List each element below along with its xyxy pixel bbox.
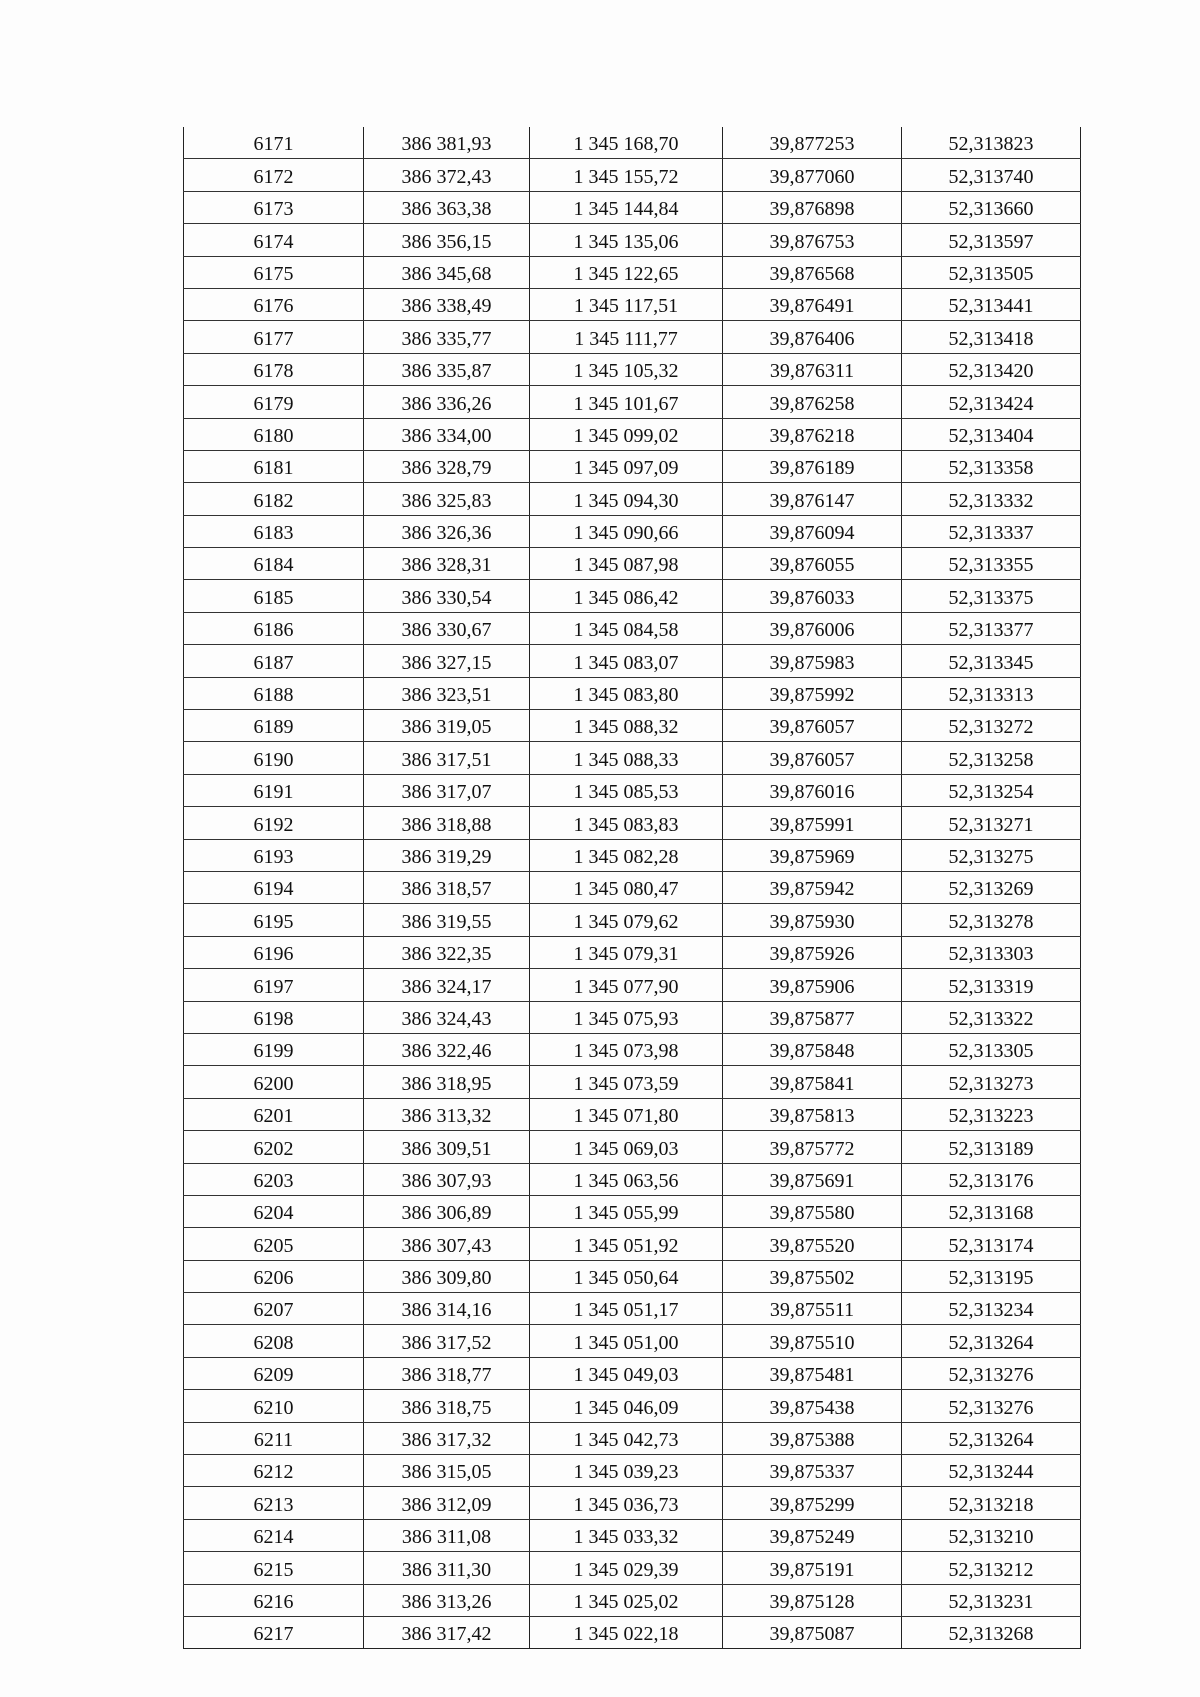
longitude-cell: 52,313420 [902,353,1081,385]
latitude-cell: 39,875772 [723,1131,902,1163]
table-row [184,839,1081,871]
longitude-cell: 52,313272 [902,710,1081,742]
longitude-cell: 52,313305 [902,1033,1081,1065]
table-row [184,1455,1081,1487]
longitude-cell: 52,313254 [902,774,1081,806]
x-coordinate-cell: 386 338,49 [364,288,530,320]
y-coordinate-cell: 1 345 051,92 [530,1228,723,1260]
point-number-cell: 6191 [184,774,364,806]
table-row [184,1584,1081,1616]
table-row [184,1487,1081,1519]
y-coordinate-cell: 1 345 090,66 [530,515,723,547]
y-coordinate-cell: 1 345 071,80 [530,1098,723,1130]
latitude-cell: 39,876057 [723,742,902,774]
point-number-cell: 6189 [184,710,364,742]
table-row [184,1033,1081,1065]
x-coordinate-cell: 386 306,89 [364,1195,530,1227]
table-row [184,1325,1081,1357]
longitude-cell: 52,313313 [902,677,1081,709]
table-row [184,1616,1081,1648]
table-row [184,904,1081,936]
x-coordinate-cell: 386 311,30 [364,1552,530,1584]
y-coordinate-cell: 1 345 039,23 [530,1455,723,1487]
table-row [184,548,1081,580]
table-row [184,774,1081,806]
y-coordinate-cell: 1 345 042,73 [530,1422,723,1454]
x-coordinate-cell: 386 312,09 [364,1487,530,1519]
latitude-cell: 39,875906 [723,969,902,1001]
y-coordinate-cell: 1 345 097,09 [530,450,723,482]
latitude-cell: 39,875502 [723,1260,902,1292]
x-coordinate-cell: 386 324,43 [364,1001,530,1033]
longitude-cell: 52,313271 [902,807,1081,839]
longitude-cell: 52,313278 [902,904,1081,936]
point-number-cell: 6179 [184,386,364,418]
point-number-cell: 6195 [184,904,364,936]
point-number-cell: 6202 [184,1131,364,1163]
table-row [184,1357,1081,1389]
longitude-cell: 52,313597 [902,224,1081,256]
longitude-cell: 52,313168 [902,1195,1081,1227]
longitude-cell: 52,313264 [902,1325,1081,1357]
table-row [184,1422,1081,1454]
x-coordinate-cell: 386 309,80 [364,1260,530,1292]
latitude-cell: 39,875337 [723,1455,902,1487]
y-coordinate-cell: 1 345 086,42 [530,580,723,612]
table-row [184,612,1081,644]
point-number-cell: 6199 [184,1033,364,1065]
table-row [184,288,1081,320]
latitude-cell: 39,875580 [723,1195,902,1227]
latitude-cell: 39,875191 [723,1552,902,1584]
y-coordinate-cell: 1 345 105,32 [530,353,723,385]
point-number-cell: 6174 [184,224,364,256]
y-coordinate-cell: 1 345 079,62 [530,904,723,936]
point-number-cell: 6180 [184,418,364,450]
point-number-cell: 6204 [184,1195,364,1227]
table-row [184,418,1081,450]
table-row [184,450,1081,482]
latitude-cell: 39,876258 [723,386,902,418]
x-coordinate-cell: 386 317,52 [364,1325,530,1357]
y-coordinate-cell: 1 345 077,90 [530,969,723,1001]
latitude-cell: 39,875510 [723,1325,902,1357]
table-row [184,969,1081,1001]
longitude-cell: 52,313223 [902,1098,1081,1130]
latitude-cell: 39,875930 [723,904,902,936]
y-coordinate-cell: 1 345 075,93 [530,1001,723,1033]
point-number-cell: 6196 [184,936,364,968]
point-number-cell: 6210 [184,1390,364,1422]
x-coordinate-cell: 386 372,43 [364,159,530,191]
point-number-cell: 6183 [184,515,364,547]
table-row [184,710,1081,742]
point-number-cell: 6193 [184,839,364,871]
y-coordinate-cell: 1 345 051,17 [530,1293,723,1325]
point-number-cell: 6172 [184,159,364,191]
y-coordinate-cell: 1 345 080,47 [530,871,723,903]
table-row [184,127,1081,159]
coordinates-table-body [184,127,1081,1649]
point-number-cell: 6206 [184,1260,364,1292]
longitude-cell: 52,313210 [902,1519,1081,1551]
latitude-cell: 39,876016 [723,774,902,806]
x-coordinate-cell: 386 324,17 [364,969,530,1001]
coordinates-table [183,127,1081,1649]
latitude-cell: 39,876218 [723,418,902,450]
latitude-cell: 39,876898 [723,191,902,223]
x-coordinate-cell: 386 318,57 [364,871,530,903]
latitude-cell: 39,876753 [723,224,902,256]
longitude-cell: 52,313268 [902,1616,1081,1648]
y-coordinate-cell: 1 345 101,67 [530,386,723,418]
latitude-cell: 39,876568 [723,256,902,288]
x-coordinate-cell: 386 325,83 [364,483,530,515]
latitude-cell: 39,876406 [723,321,902,353]
latitude-cell: 39,875511 [723,1293,902,1325]
x-coordinate-cell: 386 363,38 [364,191,530,223]
longitude-cell: 52,313375 [902,580,1081,612]
point-number-cell: 6177 [184,321,364,353]
latitude-cell: 39,876311 [723,353,902,385]
latitude-cell: 39,875438 [723,1390,902,1422]
x-coordinate-cell: 386 317,51 [364,742,530,774]
point-number-cell: 6171 [184,127,364,159]
longitude-cell: 52,313337 [902,515,1081,547]
latitude-cell: 39,875481 [723,1357,902,1389]
point-number-cell: 6188 [184,677,364,709]
x-coordinate-cell: 386 317,32 [364,1422,530,1454]
x-coordinate-cell: 386 319,29 [364,839,530,871]
latitude-cell: 39,875877 [723,1001,902,1033]
x-coordinate-cell: 386 309,51 [364,1131,530,1163]
y-coordinate-cell: 1 345 088,32 [530,710,723,742]
latitude-cell: 39,875848 [723,1033,902,1065]
point-number-cell: 6214 [184,1519,364,1551]
x-coordinate-cell: 386 328,31 [364,548,530,580]
latitude-cell: 39,876094 [723,515,902,547]
y-coordinate-cell: 1 345 144,84 [530,191,723,223]
point-number-cell: 6207 [184,1293,364,1325]
y-coordinate-cell: 1 345 063,56 [530,1163,723,1195]
latitude-cell: 39,875691 [723,1163,902,1195]
y-coordinate-cell: 1 345 088,33 [530,742,723,774]
latitude-cell: 39,875942 [723,871,902,903]
longitude-cell: 52,313660 [902,191,1081,223]
point-number-cell: 6201 [184,1098,364,1130]
y-coordinate-cell: 1 345 135,06 [530,224,723,256]
longitude-cell: 52,313358 [902,450,1081,482]
table-row [184,1228,1081,1260]
x-coordinate-cell: 386 317,07 [364,774,530,806]
y-coordinate-cell: 1 345 099,02 [530,418,723,450]
x-coordinate-cell: 386 330,54 [364,580,530,612]
x-coordinate-cell: 386 327,15 [364,645,530,677]
latitude-cell: 39,875926 [723,936,902,968]
y-coordinate-cell: 1 345 084,58 [530,612,723,644]
latitude-cell: 39,877060 [723,159,902,191]
table-row [184,159,1081,191]
latitude-cell: 39,875128 [723,1584,902,1616]
point-number-cell: 6182 [184,483,364,515]
latitude-cell: 39,875520 [723,1228,902,1260]
x-coordinate-cell: 386 335,87 [364,353,530,385]
x-coordinate-cell: 386 381,93 [364,127,530,159]
table-row [184,936,1081,968]
x-coordinate-cell: 386 330,67 [364,612,530,644]
latitude-cell: 39,876033 [723,580,902,612]
table-row [184,353,1081,385]
table-row [184,1552,1081,1584]
longitude-cell: 52,313740 [902,159,1081,191]
table-row [184,1098,1081,1130]
table-row [184,224,1081,256]
table-row [184,1519,1081,1551]
point-number-cell: 6208 [184,1325,364,1357]
longitude-cell: 52,313404 [902,418,1081,450]
y-coordinate-cell: 1 345 022,18 [530,1616,723,1648]
table-row [184,1001,1081,1033]
y-coordinate-cell: 1 345 055,99 [530,1195,723,1227]
table-row [184,321,1081,353]
longitude-cell: 52,313264 [902,1422,1081,1454]
longitude-cell: 52,313218 [902,1487,1081,1519]
y-coordinate-cell: 1 345 046,09 [530,1390,723,1422]
y-coordinate-cell: 1 345 085,53 [530,774,723,806]
longitude-cell: 52,313276 [902,1390,1081,1422]
x-coordinate-cell: 386 345,68 [364,256,530,288]
table-row [184,677,1081,709]
x-coordinate-cell: 386 356,15 [364,224,530,256]
x-coordinate-cell: 386 335,77 [364,321,530,353]
y-coordinate-cell: 1 345 029,39 [530,1552,723,1584]
latitude-cell: 39,875087 [723,1616,902,1648]
table-row [184,1195,1081,1227]
longitude-cell: 52,313319 [902,969,1081,1001]
table-row [184,1066,1081,1098]
y-coordinate-cell: 1 345 094,30 [530,483,723,515]
table-row [184,645,1081,677]
latitude-cell: 39,876057 [723,710,902,742]
longitude-cell: 52,313332 [902,483,1081,515]
latitude-cell: 39,875841 [723,1066,902,1098]
y-coordinate-cell: 1 345 168,70 [530,127,723,159]
y-coordinate-cell: 1 345 111,77 [530,321,723,353]
longitude-cell: 52,313269 [902,871,1081,903]
longitude-cell: 52,313258 [902,742,1081,774]
point-number-cell: 6212 [184,1455,364,1487]
longitude-cell: 52,313377 [902,612,1081,644]
longitude-cell: 52,313234 [902,1293,1081,1325]
latitude-cell: 39,876055 [723,548,902,580]
point-number-cell: 6175 [184,256,364,288]
latitude-cell: 39,875388 [723,1422,902,1454]
longitude-cell: 52,313195 [902,1260,1081,1292]
latitude-cell: 39,876491 [723,288,902,320]
y-coordinate-cell: 1 345 033,32 [530,1519,723,1551]
point-number-cell: 6200 [184,1066,364,1098]
y-coordinate-cell: 1 345 079,31 [530,936,723,968]
y-coordinate-cell: 1 345 083,83 [530,807,723,839]
table-row [184,1163,1081,1195]
table-row [184,1260,1081,1292]
latitude-cell: 39,876006 [723,612,902,644]
longitude-cell: 52,313345 [902,645,1081,677]
point-number-cell: 6176 [184,288,364,320]
x-coordinate-cell: 386 314,16 [364,1293,530,1325]
latitude-cell: 39,876189 [723,450,902,482]
point-number-cell: 6215 [184,1552,364,1584]
x-coordinate-cell: 386 322,46 [364,1033,530,1065]
point-number-cell: 6185 [184,580,364,612]
latitude-cell: 39,875299 [723,1487,902,1519]
point-number-cell: 6197 [184,969,364,1001]
latitude-cell: 39,876147 [723,483,902,515]
point-number-cell: 6211 [184,1422,364,1454]
x-coordinate-cell: 386 318,75 [364,1390,530,1422]
latitude-cell: 39,877253 [723,127,902,159]
point-number-cell: 6217 [184,1616,364,1648]
x-coordinate-cell: 386 311,08 [364,1519,530,1551]
table-row [184,871,1081,903]
latitude-cell: 39,875992 [723,677,902,709]
y-coordinate-cell: 1 345 122,65 [530,256,723,288]
x-coordinate-cell: 386 318,95 [364,1066,530,1098]
longitude-cell: 52,313424 [902,386,1081,418]
y-coordinate-cell: 1 345 025,02 [530,1584,723,1616]
longitude-cell: 52,313355 [902,548,1081,580]
y-coordinate-cell: 1 345 073,98 [530,1033,723,1065]
x-coordinate-cell: 386 307,93 [364,1163,530,1195]
point-number-cell: 6209 [184,1357,364,1389]
table-row [184,742,1081,774]
point-number-cell: 6198 [184,1001,364,1033]
y-coordinate-cell: 1 345 073,59 [530,1066,723,1098]
longitude-cell: 52,313275 [902,839,1081,871]
table-row [184,580,1081,612]
longitude-cell: 52,313322 [902,1001,1081,1033]
y-coordinate-cell: 1 345 036,73 [530,1487,723,1519]
y-coordinate-cell: 1 345 082,28 [530,839,723,871]
latitude-cell: 39,875983 [723,645,902,677]
longitude-cell: 52,313505 [902,256,1081,288]
x-coordinate-cell: 386 319,55 [364,904,530,936]
longitude-cell: 52,313303 [902,936,1081,968]
latitude-cell: 39,875991 [723,807,902,839]
point-number-cell: 6205 [184,1228,364,1260]
table-row [184,483,1081,515]
point-number-cell: 6216 [184,1584,364,1616]
x-coordinate-cell: 386 322,35 [364,936,530,968]
point-number-cell: 6173 [184,191,364,223]
latitude-cell: 39,875969 [723,839,902,871]
x-coordinate-cell: 386 336,26 [364,386,530,418]
x-coordinate-cell: 386 319,05 [364,710,530,742]
y-coordinate-cell: 1 345 083,80 [530,677,723,709]
point-number-cell: 6203 [184,1163,364,1195]
x-coordinate-cell: 386 313,26 [364,1584,530,1616]
x-coordinate-cell: 386 307,43 [364,1228,530,1260]
table-row [184,386,1081,418]
x-coordinate-cell: 386 334,00 [364,418,530,450]
y-coordinate-cell: 1 345 051,00 [530,1325,723,1357]
y-coordinate-cell: 1 345 117,51 [530,288,723,320]
longitude-cell: 52,313174 [902,1228,1081,1260]
point-number-cell: 6184 [184,548,364,580]
longitude-cell: 52,313273 [902,1066,1081,1098]
y-coordinate-cell: 1 345 155,72 [530,159,723,191]
y-coordinate-cell: 1 345 049,03 [530,1357,723,1389]
point-number-cell: 6181 [184,450,364,482]
longitude-cell: 52,313212 [902,1552,1081,1584]
table-row [184,1293,1081,1325]
x-coordinate-cell: 386 317,42 [364,1616,530,1648]
y-coordinate-cell: 1 345 083,07 [530,645,723,677]
longitude-cell: 52,313418 [902,321,1081,353]
latitude-cell: 39,875249 [723,1519,902,1551]
point-number-cell: 6187 [184,645,364,677]
y-coordinate-cell: 1 345 050,64 [530,1260,723,1292]
y-coordinate-cell: 1 345 069,03 [530,1131,723,1163]
latitude-cell: 39,875813 [723,1098,902,1130]
point-number-cell: 6190 [184,742,364,774]
longitude-cell: 52,313176 [902,1163,1081,1195]
point-number-cell: 6213 [184,1487,364,1519]
table-row [184,1131,1081,1163]
table-row [184,256,1081,288]
longitude-cell: 52,313231 [902,1584,1081,1616]
x-coordinate-cell: 386 318,88 [364,807,530,839]
y-coordinate-cell: 1 345 087,98 [530,548,723,580]
point-number-cell: 6194 [184,871,364,903]
x-coordinate-cell: 386 323,51 [364,677,530,709]
x-coordinate-cell: 386 318,77 [364,1357,530,1389]
table-row [184,515,1081,547]
table-row [184,191,1081,223]
point-number-cell: 6178 [184,353,364,385]
longitude-cell: 52,313276 [902,1357,1081,1389]
x-coordinate-cell: 386 315,05 [364,1455,530,1487]
x-coordinate-cell: 386 328,79 [364,450,530,482]
longitude-cell: 52,313244 [902,1455,1081,1487]
x-coordinate-cell: 386 313,32 [364,1098,530,1130]
x-coordinate-cell: 386 326,36 [364,515,530,547]
table-row [184,1390,1081,1422]
longitude-cell: 52,313441 [902,288,1081,320]
point-number-cell: 6186 [184,612,364,644]
longitude-cell: 52,313189 [902,1131,1081,1163]
longitude-cell: 52,313823 [902,127,1081,159]
point-number-cell: 6192 [184,807,364,839]
table-row [184,807,1081,839]
